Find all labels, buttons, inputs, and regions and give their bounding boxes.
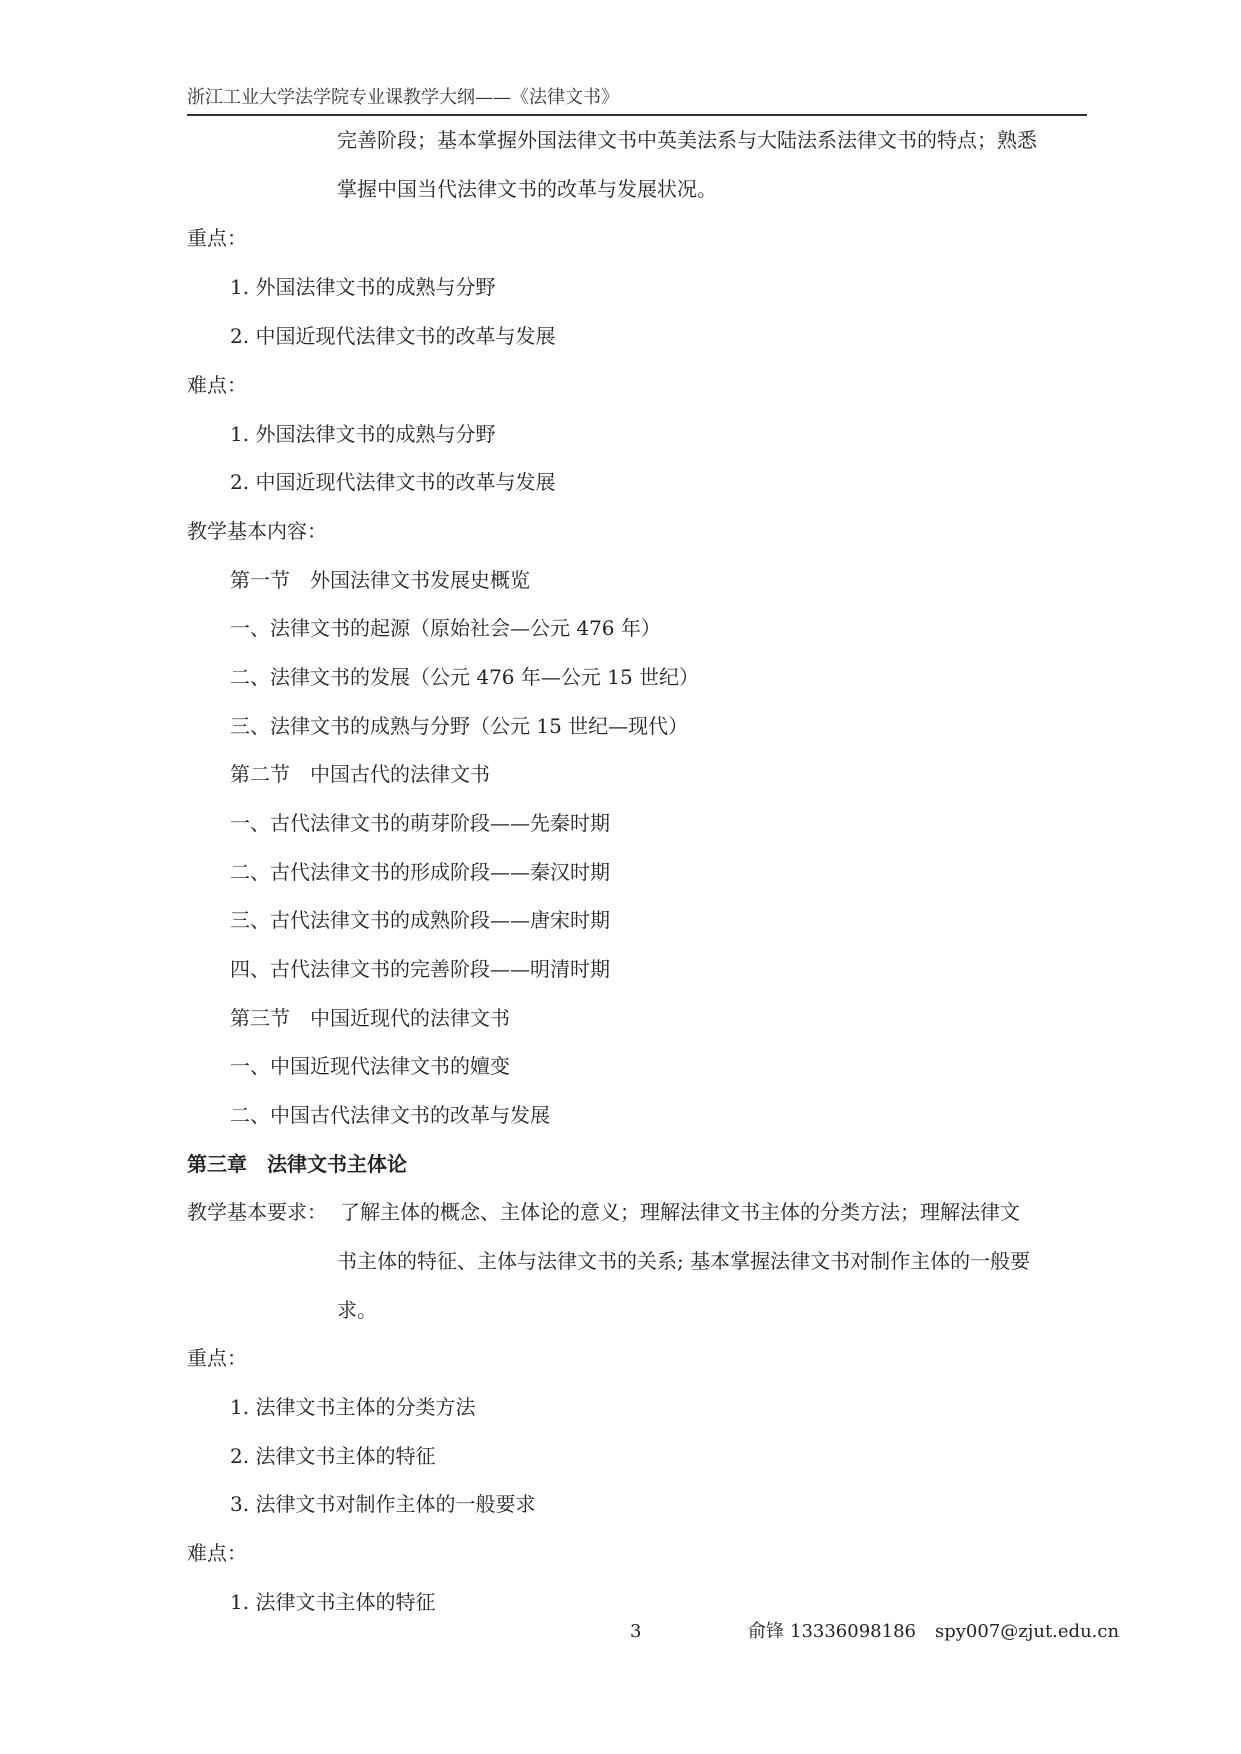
content-item: 二、法律文书的发展（公元 476 年—公元 15 世纪） bbox=[230, 665, 700, 689]
requirements-label: 教学基本要求： bbox=[187, 1200, 327, 1224]
difficulty-item: 2. 中国近现代法律文书的改革与发展 bbox=[230, 470, 556, 494]
requirements-continuation-line-1: 完善阶段；基本掌握外国法律文书中英美法系与大陆法系法律文书的特点；熟悉 bbox=[337, 128, 1037, 152]
key-points-label: 重点： bbox=[187, 226, 247, 250]
content-item: 二、中国古代法律文书的改革与发展 bbox=[230, 1103, 550, 1127]
content-item: 二、古代法律文书的形成阶段——秦汉时期 bbox=[230, 860, 610, 884]
section-heading: 第二节 中国古代的法律文书 bbox=[230, 762, 490, 786]
footer-author: 俞锋 bbox=[748, 1621, 784, 1642]
footer-phone: 13336098186 bbox=[790, 1621, 916, 1642]
key-point-item: 1. 法律文书主体的分类方法 bbox=[230, 1395, 476, 1419]
content-item: 一、中国近现代法律文书的嬗变 bbox=[230, 1054, 510, 1078]
key-point-item: 2. 法律文书主体的特征 bbox=[230, 1444, 436, 1468]
difficulty-item: 1. 外国法律文书的成熟与分野 bbox=[230, 422, 496, 446]
content-item: 三、法律文书的成熟与分野（公元 15 世纪—现代） bbox=[230, 714, 689, 738]
requirements-line-1: 了解主体的概念、主体论的意义；理解法律文书主体的分类方法；理解法律文 bbox=[340, 1200, 1020, 1224]
key-points-label: 重点： bbox=[187, 1346, 247, 1370]
difficulties-label: 难点： bbox=[187, 373, 247, 397]
key-point-item: 3. 法律文书对制作主体的一般要求 bbox=[230, 1492, 536, 1516]
key-point-item: 1. 外国法律文书的成熟与分野 bbox=[230, 275, 496, 299]
page-header bbox=[187, 86, 1087, 116]
section-heading: 第一节 外国法律文书发展史概览 bbox=[230, 568, 530, 592]
key-point-item: 2. 中国近现代法律文书的改革与发展 bbox=[230, 324, 556, 348]
section-heading: 第三节 中国近现代的法律文书 bbox=[230, 1006, 510, 1030]
content-label: 教学基本内容： bbox=[187, 519, 327, 543]
requirements-continuation-line-2: 掌握中国当代法律文书的改革与发展状况。 bbox=[337, 177, 717, 201]
requirements-line-3: 求。 bbox=[337, 1298, 377, 1322]
requirements-line-2: 书主体的特征、主体与法律文书的关系; 基本掌握法律文书对制作主体的一般要 bbox=[337, 1249, 1031, 1273]
content-item: 三、古代法律文书的成熟阶段——唐宋时期 bbox=[230, 908, 610, 932]
content-item: 一、古代法律文书的萌芽阶段——先秦时期 bbox=[230, 811, 610, 835]
footer-email: spy007@zjut.edu.cn bbox=[935, 1621, 1120, 1642]
content-item: 一、法律文书的起源（原始社会—公元 476 年） bbox=[230, 616, 661, 640]
chapter-title: 第三章 法律文书主体论 bbox=[187, 1152, 407, 1176]
content-item: 四、古代法律文书的完善阶段——明清时期 bbox=[230, 957, 610, 981]
header-title: 浙江工业大学法学院专业课教学大纲——《法律文书》 bbox=[187, 87, 619, 108]
difficulties-label: 难点： bbox=[187, 1541, 247, 1565]
page-number: 3 bbox=[630, 1621, 642, 1642]
difficulty-item: 1. 法律文书主体的特征 bbox=[230, 1590, 436, 1614]
